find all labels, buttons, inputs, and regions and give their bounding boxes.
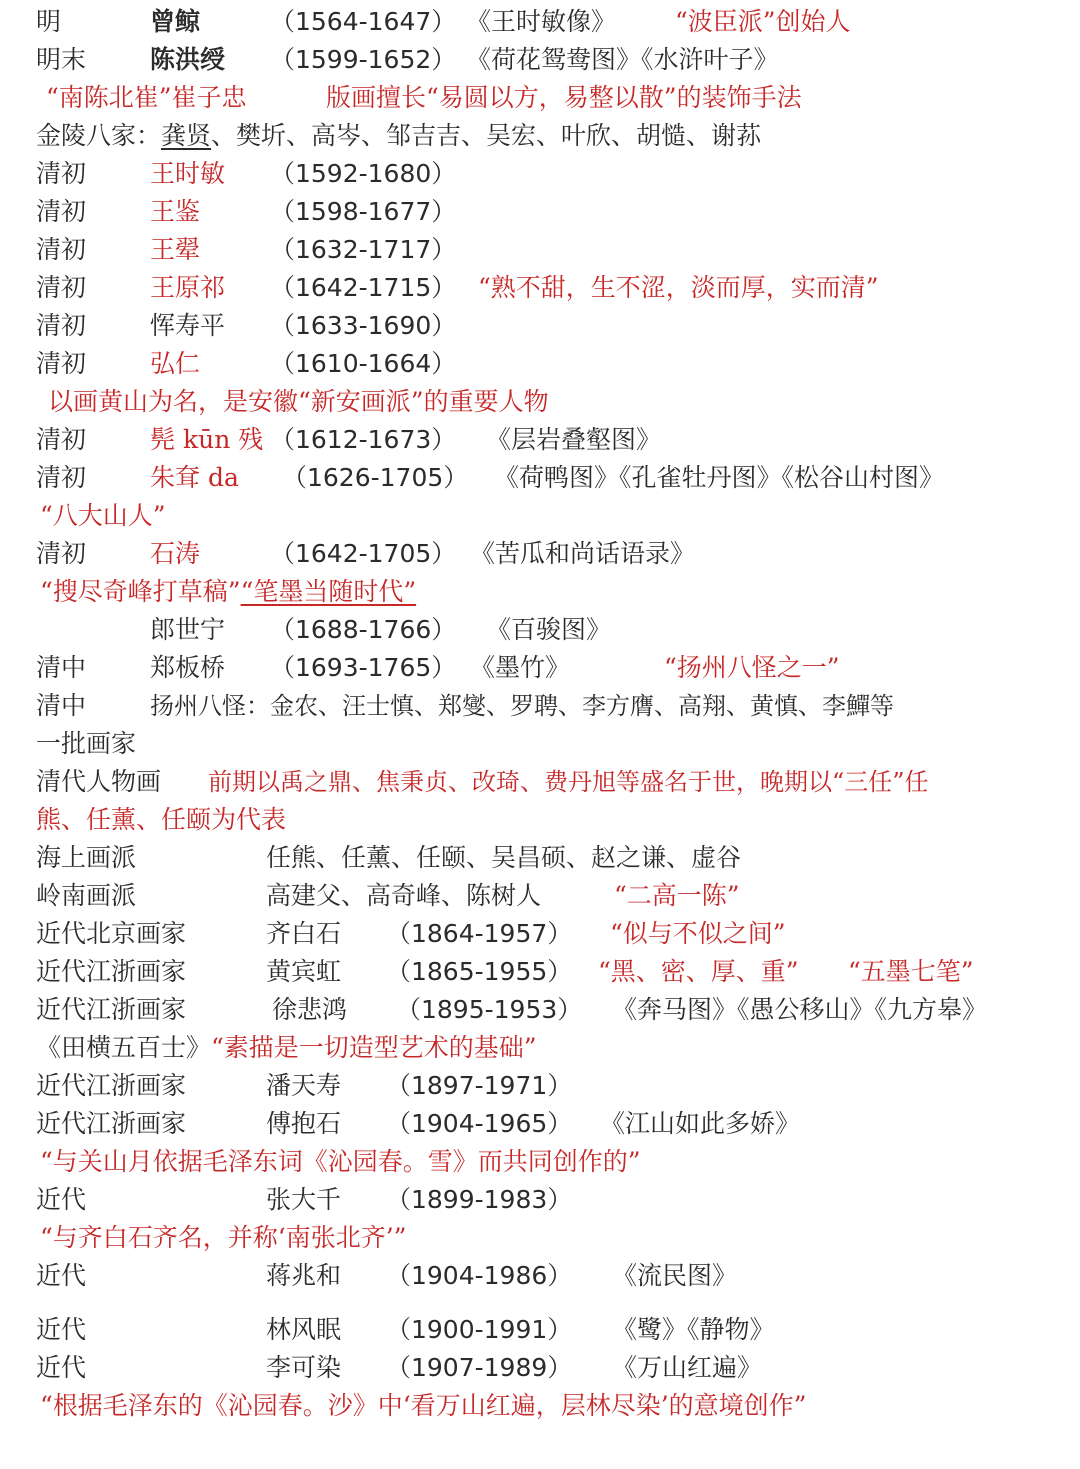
era: 清初	[36, 197, 87, 226]
row-qing-figure-cont	[0, 801, 1080, 839]
era: 清中	[36, 653, 87, 682]
painter-name: 郑板桥	[150, 653, 226, 682]
row-fu-baoshi	[0, 1105, 1080, 1143]
text: 高建父、高奇峰、陈树人	[266, 881, 542, 910]
painter-name: 髡 kūn 残	[150, 425, 264, 454]
note: “波臣派”创始人	[675, 7, 851, 36]
row-note-xinan	[0, 383, 1080, 421]
row-zheng-banqiao	[0, 649, 1080, 687]
row-li-keran	[0, 1349, 1080, 1387]
era: 清初	[36, 273, 87, 302]
works: 《鹭》《静物》	[612, 1315, 775, 1344]
row-wang-hui	[0, 231, 1080, 269]
row-note-cui-zizhong	[0, 79, 1080, 117]
era: 清初	[36, 425, 87, 454]
row-zeng-jing	[0, 3, 1080, 41]
row-qi-baishi	[0, 915, 1080, 953]
note: “八大山人”	[40, 501, 166, 530]
years: （1642-1715）	[270, 273, 457, 302]
works: 《奔马图》《愚公移山》《九方皋》	[612, 995, 988, 1024]
note-second: “五墨七笔”	[848, 957, 974, 986]
row-wang-yuanqi	[0, 269, 1080, 307]
xu-cont	[36, 1029, 537, 1067]
works: 《田横五百士》	[36, 1033, 212, 1062]
works: 《荷鸭图》《孔雀牡丹图》《松谷山村图》	[494, 463, 945, 492]
years: （1904-1965）	[386, 1109, 573, 1138]
era: 近代北京画家	[36, 919, 187, 948]
row-jinling-eight	[0, 117, 1080, 155]
note-quote-underlined: “笔墨当随时代”	[240, 577, 417, 606]
painter-name: 李可染	[266, 1353, 342, 1382]
note: “熟不甜，生不涩，淡而厚，实而清”	[478, 273, 879, 302]
row-yangzhou-eight	[0, 687, 1080, 725]
painter-name: 张大千	[266, 1185, 342, 1214]
painter-name: 潘天寿	[266, 1071, 342, 1100]
row-wang-shimin	[0, 155, 1080, 193]
row-lang-shining	[0, 611, 1080, 649]
era: 近代江浙画家	[36, 1109, 187, 1138]
note: “南陈北崔”崔子忠	[46, 83, 247, 112]
works: 《苦瓜和尚话语录》	[470, 539, 696, 568]
row-lingnan	[0, 877, 1080, 915]
years: （1693-1765）	[270, 653, 457, 682]
painter-name: 黄宾虹	[266, 957, 342, 986]
era: 清初	[36, 235, 87, 264]
row-zhang-daqian	[0, 1181, 1080, 1219]
painter-name: 齐白石	[266, 919, 342, 948]
painter-name: 陈洪绶	[150, 45, 226, 74]
note: “扬州八怪之一”	[664, 653, 840, 682]
works: 《流民图》	[612, 1261, 738, 1290]
row-note-fu-baoshi	[0, 1143, 1080, 1181]
years: （1598-1677）	[270, 197, 457, 226]
text: 扬州八怪：金农、汪士慎、郑燮、罗聘、李方膺、高翔、黄慎、李鱓等	[150, 692, 894, 720]
works: 《百骏图》	[486, 615, 612, 644]
years: （1865-1955）	[386, 957, 573, 986]
era: 明	[36, 7, 62, 36]
works: 《万山红遍》	[612, 1353, 763, 1382]
years: （1897-1971）	[386, 1071, 573, 1100]
row-shi-tao	[0, 535, 1080, 573]
painter-name: 石涛	[150, 539, 201, 568]
text: 任熊、任薰、任颐、吴昌硕、赵之谦、虚谷	[266, 843, 742, 872]
row-note-li-keran	[0, 1387, 1080, 1425]
painter-name: 弘仁	[150, 349, 201, 378]
era: 近代江浙画家	[36, 957, 187, 986]
years: （1564-1647）	[270, 7, 457, 36]
row-wang-jian	[0, 193, 1080, 231]
note: 熊、任薰、任颐为代表	[36, 805, 287, 834]
era: 海上画派	[36, 843, 137, 872]
note	[40, 573, 416, 611]
era: 近代	[36, 1185, 87, 1214]
works: 《江山如此多娇》	[600, 1109, 801, 1138]
years: （1642-1705）	[270, 539, 457, 568]
era: 清代人物画	[36, 767, 162, 796]
label: 金陵八家：	[36, 121, 162, 150]
painter-name: 郎世宁	[150, 615, 226, 644]
row-zhu-da	[0, 459, 1080, 497]
note: “黑、密、厚、重”	[598, 957, 799, 986]
painter-name: 恽寿平	[150, 311, 226, 340]
painter-name: 徐悲鸿	[272, 995, 348, 1024]
row-xu-beihong-cont	[0, 1029, 1080, 1067]
row-qing-figure	[0, 763, 1080, 801]
years: （1610-1664）	[270, 349, 457, 378]
years: （1904-1986）	[386, 1261, 573, 1290]
era: 近代	[36, 1261, 87, 1290]
painter-name: 王翚	[150, 235, 201, 264]
note: 以画黄山为名，是安徽“新安画派”的重要人物	[48, 387, 549, 416]
row-note-shitao	[0, 573, 1080, 611]
era: 近代江浙画家	[36, 995, 187, 1024]
years: （1632-1717）	[270, 235, 457, 264]
painter-name: 林风眠	[266, 1315, 342, 1344]
note: “与关山月依据毛泽东词《沁园春。雪》而共同创作的”	[40, 1147, 641, 1176]
row-huang-binhong	[0, 953, 1080, 991]
note: “二高一陈”	[614, 881, 740, 910]
row-lin-fengmian	[0, 1311, 1080, 1349]
row-chen-hongshou	[0, 41, 1080, 79]
painter-name: 朱耷 da	[150, 463, 239, 492]
row-jiang-zhaohe	[0, 1257, 1080, 1295]
works: 《墨竹》	[470, 653, 571, 682]
era: 明末	[36, 45, 87, 74]
years: （1626-1705）	[282, 463, 469, 492]
first-member: 龚贤	[161, 121, 212, 150]
note: “素描是一切造型艺术的基础”	[211, 1033, 537, 1062]
era: 岭南画派	[36, 881, 137, 910]
jinling-label	[36, 117, 761, 155]
era: 清初	[36, 311, 87, 340]
works: 《荷花鸳鸯图》《水浒叶子》	[466, 45, 779, 74]
era: 清初	[36, 463, 87, 492]
row-note-bada	[0, 497, 1080, 535]
note: “与齐白石齐名，并称‘南张北齐’”	[40, 1223, 407, 1252]
note-quote: “搜尽奇峰打草稿”	[40, 577, 241, 606]
years: （1599-1652）	[270, 45, 457, 74]
years: （1864-1957）	[386, 919, 573, 948]
era: 近代	[36, 1353, 87, 1382]
era: 近代江浙画家	[36, 1071, 187, 1100]
years: （1688-1766）	[270, 615, 457, 644]
years: （1899-1983）	[386, 1185, 573, 1214]
years: （1592-1680）	[270, 159, 457, 188]
years: （1900-1991）	[386, 1315, 573, 1344]
era: 清初	[36, 159, 87, 188]
note: “似与不似之间”	[610, 919, 786, 948]
years: （1907-1989）	[386, 1353, 573, 1382]
era: 近代	[36, 1315, 87, 1344]
row-pan-tianshou	[0, 1067, 1080, 1105]
painter-name: 蒋兆和	[266, 1261, 342, 1290]
row-hong-ren	[0, 345, 1080, 383]
era: 清初	[36, 349, 87, 378]
note-printmaking: 版画擅长“易圆以方，易整以散”的装饰手法	[326, 83, 802, 112]
painter-name: 王时敏	[150, 159, 226, 188]
years: （1895-1953）	[396, 995, 583, 1024]
works: 《王时敏像》	[466, 7, 617, 36]
members: 、樊圻、高岑、邹吉吉、吴宏、叶欣、胡慥、谢荪	[211, 121, 762, 150]
painter-name: 傅抱石	[266, 1109, 342, 1138]
painter-name: 王鉴	[150, 197, 201, 226]
row-xu-beihong	[0, 991, 1080, 1029]
works: 《层岩叠壑图》	[486, 425, 662, 454]
note: “根据毛泽东的《沁园春。沙》中‘看万山红遍，层林尽染’的意境创作”	[40, 1391, 807, 1420]
row-yangzhou-cont	[0, 725, 1080, 763]
years: （1612-1673）	[270, 425, 457, 454]
era: 清中	[36, 691, 87, 720]
row-haishang	[0, 839, 1080, 877]
row-kun-can	[0, 421, 1080, 459]
painter-name: 王原祁	[150, 273, 226, 302]
row-note-zhang-daqian	[0, 1219, 1080, 1257]
era: 清初	[36, 539, 87, 568]
row-yun-shouping	[0, 307, 1080, 345]
painter-name: 曾鲸	[150, 7, 201, 36]
note: 前期以禹之鼎、焦秉贞、改琦、费丹旭等盛名于世，晚期以“三任”任	[208, 768, 929, 796]
text: 一批画家	[36, 729, 137, 758]
years: （1633-1690）	[270, 311, 457, 340]
